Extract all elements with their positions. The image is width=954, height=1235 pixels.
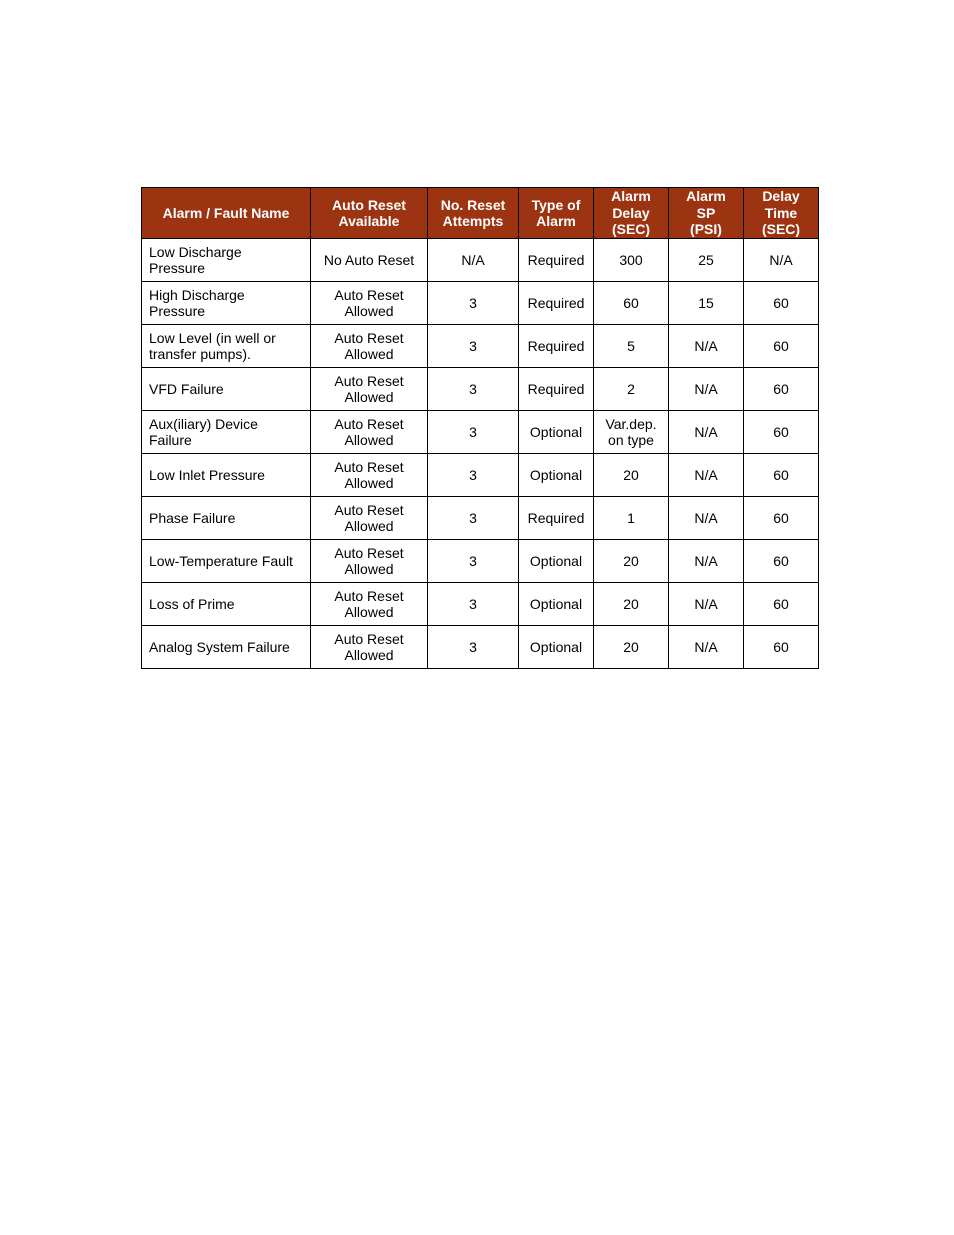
cell-alarm-name: Phase Failure	[142, 497, 311, 540]
cell-alarm-name: Analog System Failure	[142, 626, 311, 669]
cell-delay-time: 60	[744, 325, 819, 368]
cell-delay-time: N/A	[744, 239, 819, 282]
cell-reset-attempts: 3	[428, 325, 519, 368]
cell-auto-reset: Auto Reset Allowed	[311, 583, 428, 626]
cell-reset-attempts: 3	[428, 583, 519, 626]
cell-alarm-type: Optional	[519, 540, 594, 583]
cell-auto-reset: Auto Reset Allowed	[311, 368, 428, 411]
cell-alarm-type: Required	[519, 497, 594, 540]
cell-delay-time: 60	[744, 583, 819, 626]
table-row	[142, 454, 819, 497]
cell-reset-attempts: 3	[428, 540, 519, 583]
cell-delay-time: 60	[744, 454, 819, 497]
table-row	[142, 282, 819, 325]
cell-alarm-delay: 300	[594, 239, 669, 282]
cell-reset-attempts: 3	[428, 454, 519, 497]
header-auto-reset-available: Auto Reset Available	[311, 188, 428, 239]
cell-alarm-type: Required	[519, 368, 594, 411]
table-row	[142, 239, 819, 282]
cell-auto-reset: Auto Reset Allowed	[311, 325, 428, 368]
cell-auto-reset: Auto Reset Allowed	[311, 626, 428, 669]
cell-alarm-name: Low-Temperature Fault	[142, 540, 311, 583]
cell-reset-attempts: 3	[428, 626, 519, 669]
cell-alarm-name: Low Inlet Pressure	[142, 454, 311, 497]
cell-delay-time: 60	[744, 497, 819, 540]
cell-alarm-type: Optional	[519, 454, 594, 497]
cell-auto-reset: No Auto Reset	[311, 239, 428, 282]
header-delay-time: Delay Time (SEC)	[744, 188, 819, 239]
cell-auto-reset: Auto Reset Allowed	[311, 454, 428, 497]
header-type-of-alarm: Type of Alarm	[519, 188, 594, 239]
alarm-fault-table	[141, 187, 819, 669]
cell-alarm-delay: 1	[594, 497, 669, 540]
cell-reset-attempts: 3	[428, 497, 519, 540]
cell-alarm-type: Required	[519, 239, 594, 282]
cell-alarm-sp: N/A	[669, 325, 744, 368]
cell-alarm-name: Low Discharge Pressure	[142, 239, 311, 282]
table-row	[142, 540, 819, 583]
cell-alarm-name: Aux(iliary) Device Failure	[142, 411, 311, 454]
cell-alarm-delay: 2	[594, 368, 669, 411]
cell-delay-time: 60	[744, 540, 819, 583]
table-header	[142, 188, 819, 239]
cell-alarm-sp: 25	[669, 239, 744, 282]
table-row	[142, 368, 819, 411]
cell-alarm-type: Required	[519, 282, 594, 325]
header-alarm-sp: Alarm SP (PSI)	[669, 188, 744, 239]
cell-auto-reset: Auto Reset Allowed	[311, 282, 428, 325]
cell-alarm-sp: N/A	[669, 368, 744, 411]
table-body	[142, 239, 819, 669]
cell-reset-attempts: 3	[428, 411, 519, 454]
cell-alarm-sp: N/A	[669, 497, 744, 540]
header-alarm-fault-name: Alarm / Fault Name	[142, 188, 311, 239]
cell-alarm-name: Low Level (in well or transfer pumps).	[142, 325, 311, 368]
cell-alarm-delay: Var.dep. on type	[594, 411, 669, 454]
table-row	[142, 583, 819, 626]
cell-alarm-name: VFD Failure	[142, 368, 311, 411]
cell-alarm-delay: 20	[594, 454, 669, 497]
cell-alarm-type: Required	[519, 325, 594, 368]
cell-reset-attempts: N/A	[428, 239, 519, 282]
cell-reset-attempts: 3	[428, 282, 519, 325]
cell-alarm-sp: 15	[669, 282, 744, 325]
cell-delay-time: 60	[744, 368, 819, 411]
table-row	[142, 497, 819, 540]
cell-alarm-name: High Discharge Pressure	[142, 282, 311, 325]
cell-alarm-type: Optional	[519, 411, 594, 454]
header-alarm-delay: Alarm Delay (SEC)	[594, 188, 669, 239]
cell-alarm-delay: 5	[594, 325, 669, 368]
cell-delay-time: 60	[744, 411, 819, 454]
cell-alarm-delay: 60	[594, 282, 669, 325]
cell-auto-reset: Auto Reset Allowed	[311, 540, 428, 583]
cell-alarm-sp: N/A	[669, 626, 744, 669]
table-row	[142, 626, 819, 669]
cell-delay-time: 60	[744, 626, 819, 669]
header-row	[142, 188, 819, 239]
cell-alarm-delay: 20	[594, 583, 669, 626]
cell-alarm-delay: 20	[594, 540, 669, 583]
cell-alarm-sp: N/A	[669, 540, 744, 583]
cell-alarm-sp: N/A	[669, 411, 744, 454]
cell-reset-attempts: 3	[428, 368, 519, 411]
cell-alarm-sp: N/A	[669, 583, 744, 626]
cell-alarm-delay: 20	[594, 626, 669, 669]
cell-alarm-type: Optional	[519, 583, 594, 626]
header-no-reset-attempts: No. Reset Attempts	[428, 188, 519, 239]
cell-auto-reset: Auto Reset Allowed	[311, 411, 428, 454]
table-row	[142, 411, 819, 454]
cell-alarm-name: Loss of Prime	[142, 583, 311, 626]
cell-auto-reset: Auto Reset Allowed	[311, 497, 428, 540]
cell-delay-time: 60	[744, 282, 819, 325]
cell-alarm-type: Optional	[519, 626, 594, 669]
cell-alarm-sp: N/A	[669, 454, 744, 497]
table-row	[142, 325, 819, 368]
